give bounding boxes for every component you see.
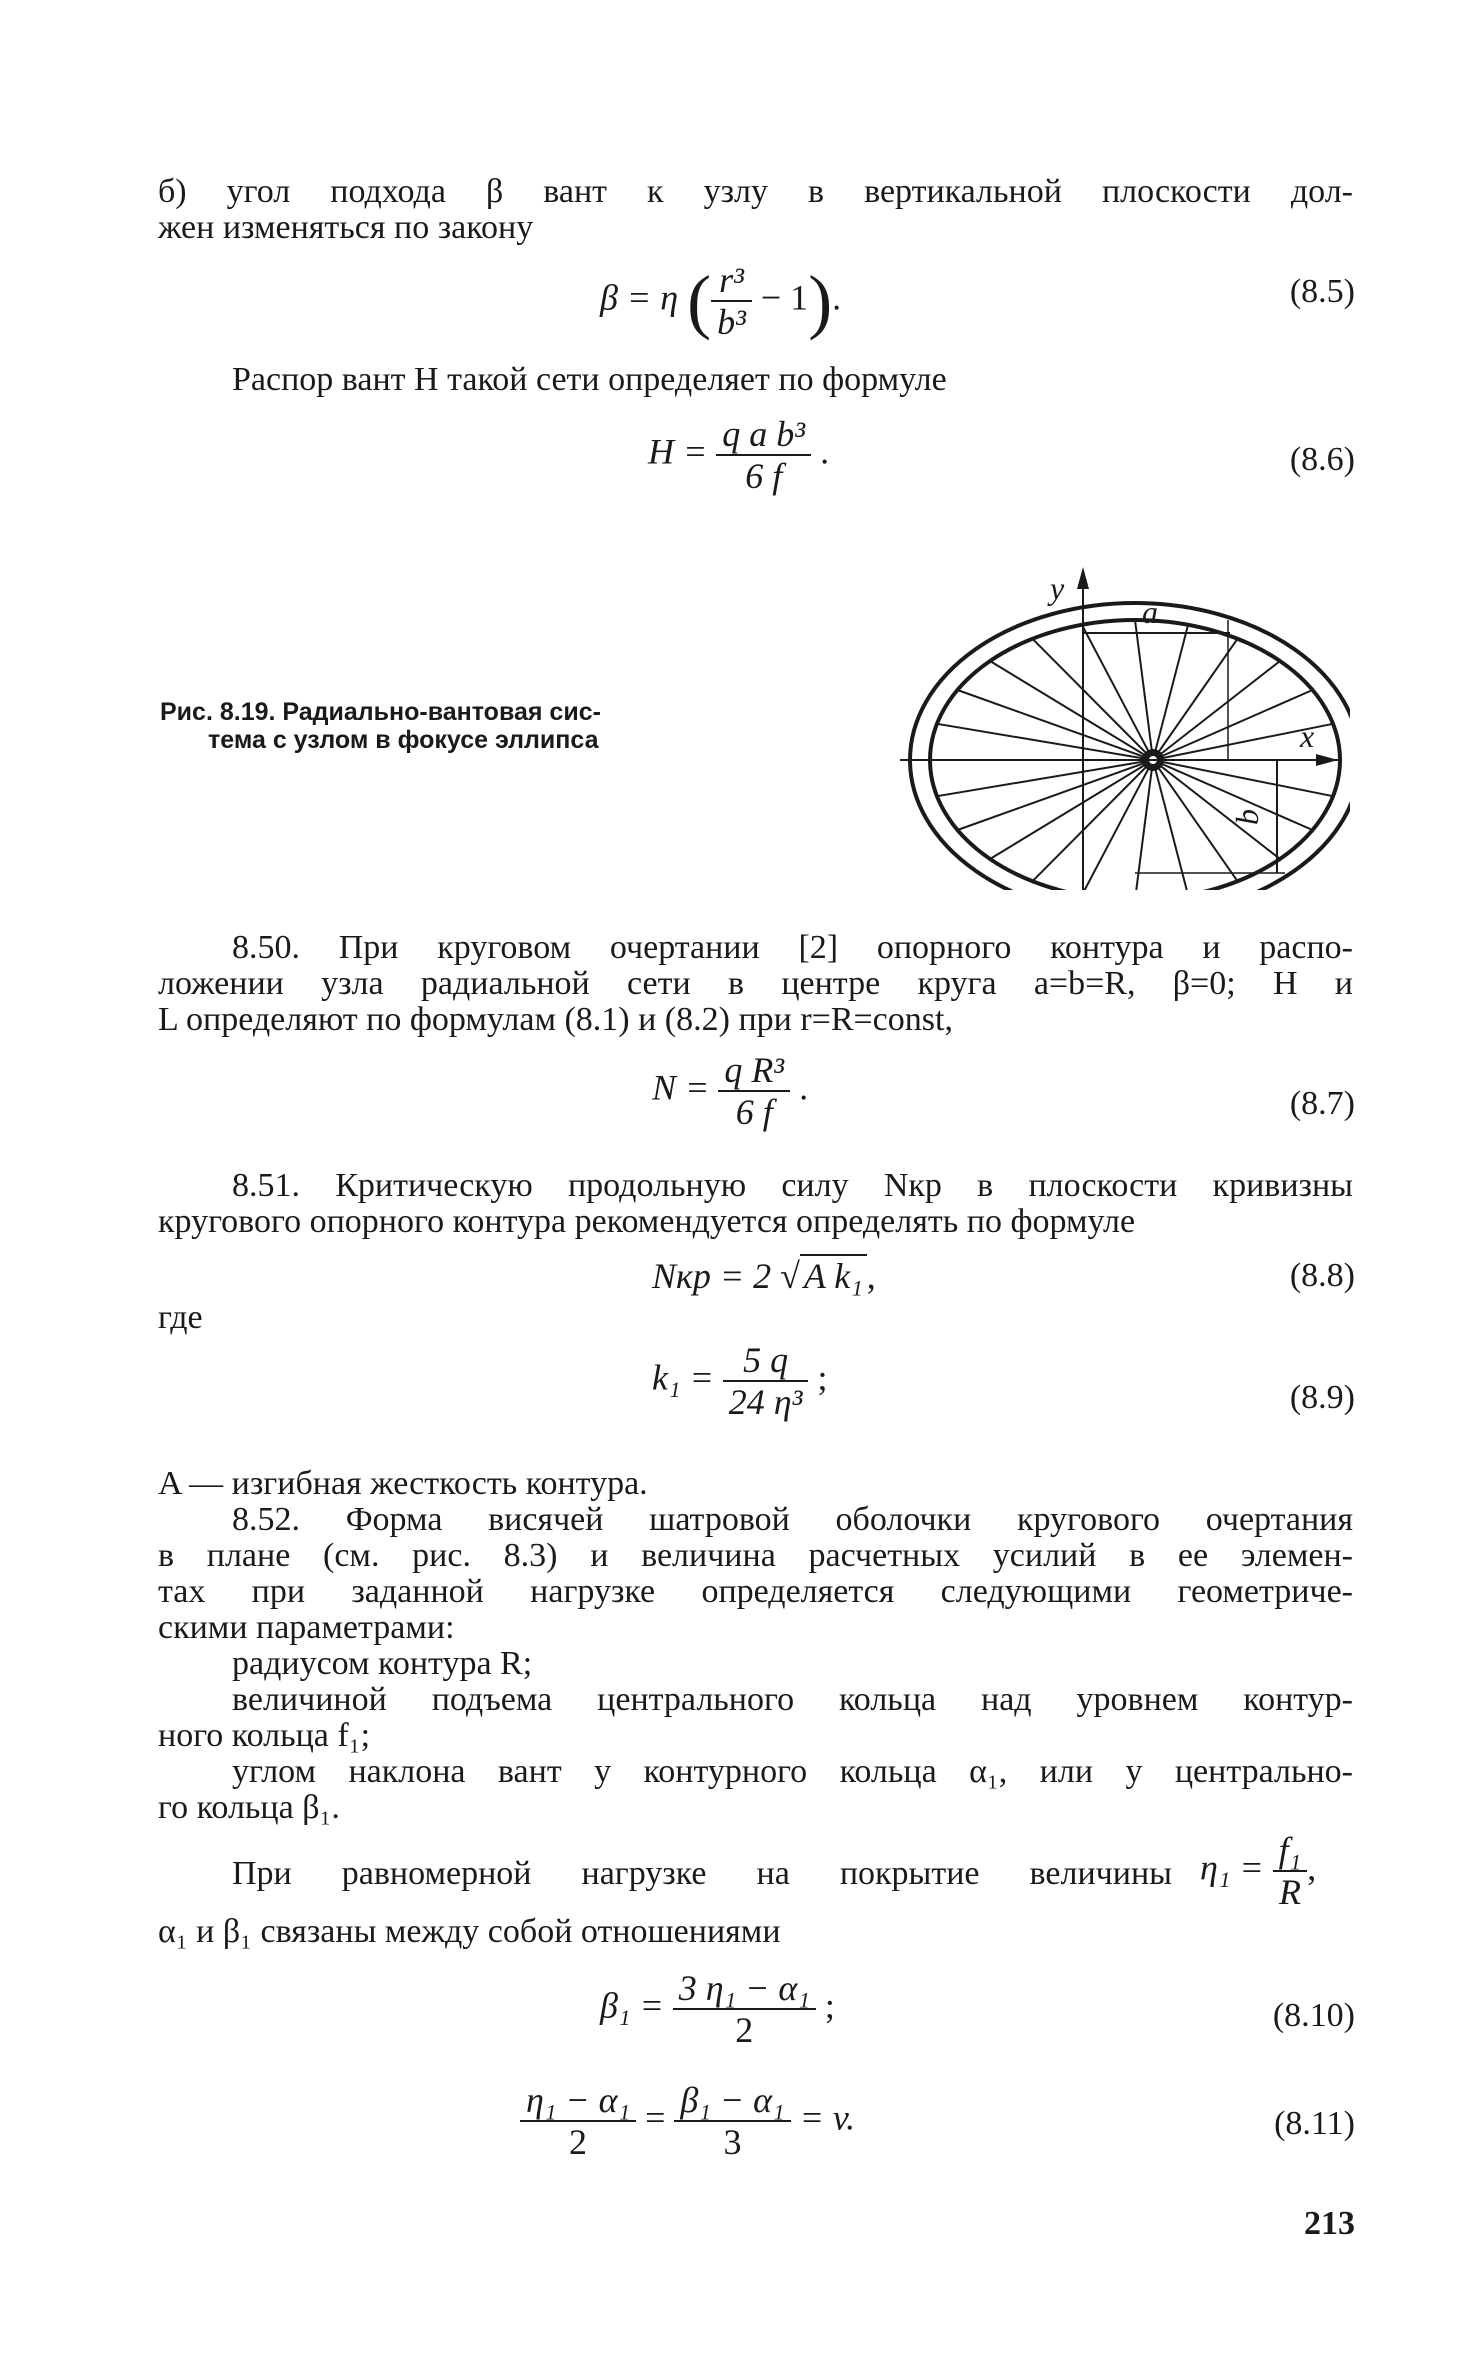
text-line: тах при заданной нагрузке определяется следующими геометриче- bbox=[158, 1573, 1353, 1610]
equation-lhs: Nкр = 2 bbox=[652, 1256, 772, 1296]
radicand: A k₁ bbox=[800, 1254, 867, 1296]
paren-right: ) bbox=[808, 261, 833, 341]
text-line: углом наклона вант у контурного кольца α₁, или у центрально- bbox=[232, 1753, 1353, 1790]
equation-8-5: β = η ( $\frac{\text{r³}}{\text{b³}}$ − 1). bbox=[600, 260, 842, 342]
equation-number: (8.10) bbox=[1272, 1997, 1355, 2034]
equation-tail: , bbox=[866, 1256, 876, 1296]
equals-sign: = bbox=[645, 2097, 666, 2138]
equation-8-11 bbox=[520, 2080, 855, 2162]
fraction bbox=[1273, 1830, 1308, 1912]
equation-8-9 bbox=[652, 1340, 827, 1422]
text-line: При равномерной нагрузке на покрытие величины bbox=[232, 1855, 1172, 1892]
text-line: Распор вант H такой сети определяет по формуле bbox=[232, 361, 947, 398]
spoke bbox=[1135, 760, 1153, 890]
numerator: r³ bbox=[711, 260, 752, 302]
denominator: 3 bbox=[723, 2122, 742, 2162]
figure-caption: тема с узлом в фокусе эллипса bbox=[208, 726, 599, 754]
spoke bbox=[937, 724, 1153, 760]
fraction bbox=[718, 1050, 790, 1132]
equation-number: (8.7) bbox=[1289, 1085, 1355, 1122]
x-axis-arrow bbox=[1316, 754, 1338, 766]
label-y: y bbox=[1050, 570, 1065, 606]
spoke bbox=[1153, 661, 1280, 760]
paren-left: ( bbox=[687, 261, 712, 341]
text-line: A — изгибная жесткость контура. bbox=[158, 1465, 648, 1502]
text-line: б) угол подхода β вант к узлу в вертикальной плоскости дол- bbox=[158, 173, 1353, 210]
fraction bbox=[716, 414, 811, 496]
spoke bbox=[1153, 625, 1188, 760]
equation-8-8 bbox=[652, 1256, 876, 1296]
denominator: 24 η³ bbox=[728, 1382, 803, 1422]
text-line: жен изменяться по закону bbox=[158, 209, 534, 246]
denominator: 6 f bbox=[745, 456, 783, 496]
equation-number: (8.6) bbox=[1289, 441, 1355, 478]
numerator: 3 η₁ − α₁ bbox=[673, 1968, 816, 2010]
text-line: радиусом контура R; bbox=[232, 1645, 533, 1682]
spoke bbox=[937, 760, 1153, 796]
text-line: ложении узла радиальной сети в центре круга a=b=R, β=0; H и bbox=[158, 965, 1353, 1002]
equation-tail: ; bbox=[824, 1985, 835, 2026]
text-line: кругового опорного контура рекомендуется определять по формуле bbox=[158, 1203, 1136, 1240]
spoke bbox=[1033, 639, 1154, 760]
label-x: x bbox=[1300, 718, 1315, 754]
fraction bbox=[673, 1968, 816, 2050]
spoke bbox=[1153, 760, 1333, 796]
equation-8-6 bbox=[648, 414, 829, 496]
equation-number: (8.11) bbox=[1274, 2105, 1355, 2142]
equation-tail: ; bbox=[817, 1357, 828, 1398]
equation-tail: , bbox=[1307, 1847, 1317, 1888]
label-b: b bbox=[1229, 809, 1265, 825]
denominator: 2 bbox=[735, 2010, 754, 2050]
numerator: q a b³ bbox=[716, 414, 811, 456]
y-axis-arrow bbox=[1077, 567, 1089, 589]
equation-8-7 bbox=[652, 1050, 808, 1132]
equation-number: (8.5) bbox=[1289, 273, 1355, 310]
inner-contour bbox=[930, 620, 1340, 890]
radical-sign: √ bbox=[780, 1256, 800, 1296]
text-line: го кольца β₁. bbox=[158, 1789, 340, 1826]
numerator: 5 q bbox=[723, 1340, 809, 1382]
fraction bbox=[520, 2080, 636, 2162]
denominator: R bbox=[1278, 1872, 1301, 1912]
equation-tail: . bbox=[799, 1067, 809, 1108]
text-line: где bbox=[158, 1299, 203, 1336]
numerator: f₁ bbox=[1273, 1830, 1308, 1872]
spoke bbox=[1033, 760, 1154, 881]
spoke bbox=[1135, 620, 1153, 760]
text-line: 8.50. При круговом очертании [2] опорного контура и распо- bbox=[232, 929, 1353, 966]
equation-tail: = v. bbox=[799, 2097, 856, 2138]
fraction bbox=[711, 260, 752, 342]
denominator: b³ bbox=[717, 302, 746, 342]
text-line: в плане (см. рис. 8.3) и величина расчетных усилий в ее элемен- bbox=[158, 1537, 1353, 1574]
equation-lhs: β = η bbox=[600, 277, 679, 318]
spoke bbox=[1082, 625, 1153, 760]
fraction bbox=[723, 1340, 809, 1422]
figure-caption: Рис. 8.19. Радиально-вантовая сис- bbox=[160, 698, 601, 726]
text-line: ного кольца f₁; bbox=[158, 1717, 371, 1754]
equation-tail: . bbox=[820, 431, 830, 472]
fraction bbox=[674, 2080, 790, 2162]
spoke bbox=[1153, 760, 1188, 890]
numerator: η₁ − α₁ bbox=[520, 2080, 636, 2122]
text-line: L определяют по формулам (8.1) и (8.2) при r=R=const, bbox=[158, 1001, 953, 1038]
equation-number: (8.9) bbox=[1289, 1379, 1355, 1416]
equation-lhs: N = bbox=[652, 1067, 710, 1108]
denominator: 2 bbox=[569, 2122, 588, 2162]
spoke bbox=[1082, 760, 1153, 890]
denominator: 6 f bbox=[735, 1092, 773, 1132]
equation-tail: − 1 bbox=[760, 277, 809, 318]
equation-8-10 bbox=[600, 1968, 835, 2050]
equation-lhs: H = bbox=[648, 431, 708, 472]
text-line: 8.51. Критическую продольную силу Nкр в плоскости кривизны bbox=[232, 1167, 1353, 1204]
numerator: q R³ bbox=[718, 1050, 790, 1092]
equation-lhs: η₁ = bbox=[1200, 1847, 1264, 1888]
equation-lhs: k₁ = bbox=[652, 1357, 714, 1398]
text-line: 8.52. Форма висячей шатровой оболочки кругового очертания bbox=[232, 1501, 1353, 1538]
equation-eta1 bbox=[1200, 1830, 1316, 1912]
equation-lhs: β₁ = bbox=[600, 1985, 664, 2026]
page-number: 213 bbox=[1304, 2205, 1355, 2242]
text-line: величиной подъема центрального кольца над уровнем контур- bbox=[232, 1681, 1353, 1718]
label-a: a bbox=[1142, 594, 1158, 630]
text-line: α₁ и β₁ связаны между собой отношениями bbox=[158, 1913, 781, 1950]
text-line: скими параметрами: bbox=[158, 1609, 455, 1646]
numerator: β₁ − α₁ bbox=[674, 2080, 790, 2122]
ellipse-diagram bbox=[890, 555, 1350, 890]
equation-number: (8.8) bbox=[1289, 1257, 1355, 1294]
